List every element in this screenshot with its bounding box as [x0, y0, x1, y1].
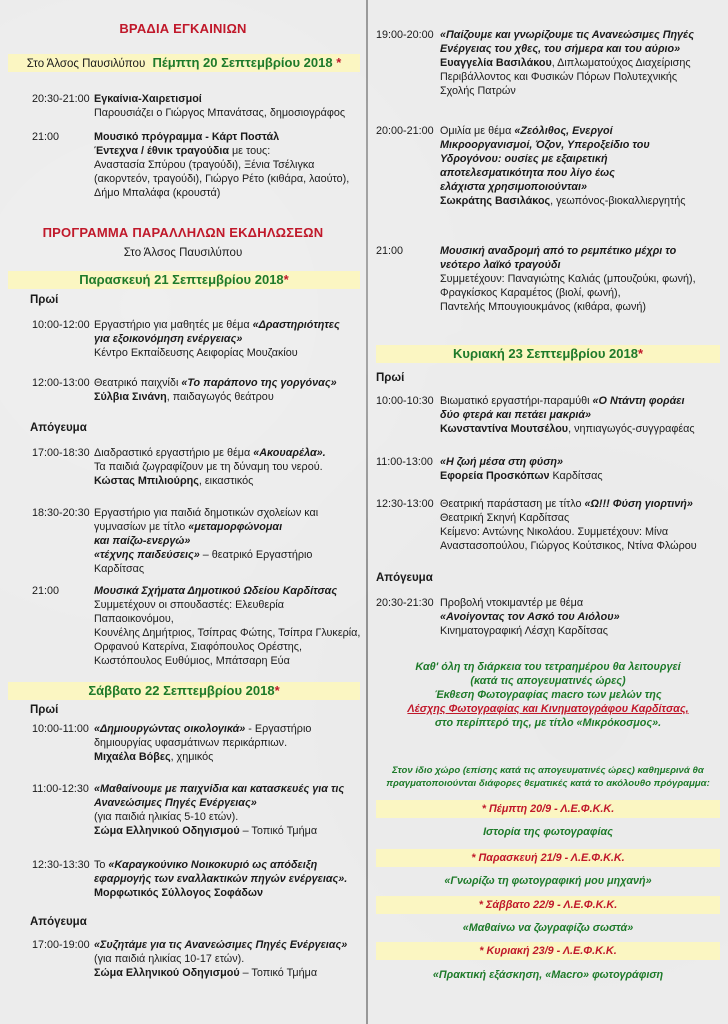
event-time: 21:00	[376, 245, 404, 257]
exhibition-line-3: Έκθεση Φωτογραφίας macro των μελών της	[434, 689, 662, 701]
event-with: με τους:	[228, 145, 271, 157]
event-time: 19:00-20:00	[376, 29, 434, 41]
event-organizer: – θεατρικό Εργαστήριο Καρδίτσας	[94, 549, 313, 575]
sunday-afternoon-label: Απόγευμα	[376, 572, 433, 584]
event-time: 10:00-11:00	[32, 723, 89, 735]
event-title: «Το παράπονο της γοργόνας»	[181, 377, 337, 389]
event-saturday-6	[440, 124, 724, 208]
sunday-date: Κυριακή 23 Σεπτεμβρίου 2018	[452, 346, 638, 361]
event-title: «Μαθαίνουμε με παιχνίδια και κατασκευές για τις	[94, 783, 345, 795]
event-cast-2: Αναστασοπούλου, Γιώργος Κούτσικος, Ντίνα Φλώρου	[440, 540, 697, 552]
event-title-2: για εξοικονόμηση ενέργειας»	[94, 333, 243, 345]
event-org-unit: – Τοπικό Τμήμα	[239, 825, 318, 837]
parallel-venue: Στο Άλσος Παυσιλύπου	[123, 247, 243, 259]
event-person: Μιχαέλα Βόβες	[94, 751, 171, 763]
event-friday-1	[94, 318, 362, 360]
opening-venue: Στο Άλσος Παυσιλύπου	[26, 58, 146, 70]
event-organizer: Θεατρική Σκηνή Καρδίτσας	[440, 512, 570, 524]
event-title-2: Ανανεώσιμες Πηγές Ενέργειας»	[94, 797, 257, 809]
event-saturday-3	[94, 858, 362, 900]
event-title-2: και παίζω-ενεργώ»	[94, 535, 191, 547]
event-person: Ευαγγελία Βασιλάκου	[440, 57, 552, 69]
event-time: 18:30-20:30	[32, 507, 90, 519]
schedule-topic: «Γνωρίζω τη φωτογραφική μου μηχανή»	[444, 875, 652, 887]
event-music-program	[94, 130, 360, 200]
event-saturday-5	[440, 28, 724, 98]
opening-star: *	[336, 55, 342, 70]
event-time: 17:00-18:30	[32, 447, 90, 459]
exhibition-note	[376, 660, 720, 730]
event-organizer: Σώμα Ελληνικού Οδηγισμού	[94, 967, 240, 979]
event-host: Παρουσιάζει ο Γιώργος Μπανάτσας, δημοσιογράφος	[94, 107, 346, 119]
event-friday-2	[94, 376, 362, 404]
schedule-topic: «Πρακτική εξάσκηση, «Macro» φωτογράφιση	[432, 969, 664, 981]
event-performers-4: Κωστόπουλος Ευθύμιος, Μπάτσαρη Εύα	[94, 655, 290, 667]
event-role: , χημικός	[170, 751, 214, 763]
event-title: «Ο Ντάντη φοράει	[592, 395, 685, 407]
event-title: «Καραγκούνικο Νοικοκυριό ως απόδειξη	[108, 859, 318, 871]
event-performers-2: (ακορντεόν, τραγούδι), Γιώργο Ρέτο (κιθάρα, λαούτο),	[94, 173, 350, 185]
event-person: Κωνσταντίνα Μουτσέλου	[440, 423, 569, 435]
event-title: «Δημιουργώντας οικολογικά»	[94, 723, 246, 735]
event-title: Μουσικό πρόγραμμα - Κάρτ Ποστάλ	[94, 131, 280, 143]
opening-title: ΒΡΑΔΙΑ ΕΓΚΑΙΝΙΩΝ	[119, 21, 247, 36]
exhibition-line-1: Καθ' όλη τη διάρκεια του τετραημέρου θα λειτουργεί	[415, 661, 681, 673]
event-title: «Ζεόλιθος, Ενεργοί	[514, 125, 613, 137]
schedule-day: * Κυριακή 23/9 - Λ.Ε.Φ.Κ.Κ.	[376, 942, 720, 960]
sunday-star: *	[637, 346, 643, 361]
sunday-morning-label: Πρωί	[376, 372, 405, 384]
event-time: 12:00-13:00	[32, 377, 90, 389]
event-role: , παιδαγωγός θεάτρου	[166, 391, 274, 403]
sunday-date-bar	[376, 345, 720, 363]
event-title-2: Ενέργειας του χθες, του σήμερα και του αύριο»	[440, 43, 681, 55]
event-title-2: Μικροοργανισμοί, Όζον, Υπεροξείδιο του	[440, 139, 650, 151]
event-organizer: Κέντρο Εκπαίδευσης Αειφορίας Μουζακίου	[94, 347, 298, 359]
event-text: Θεατρική παράσταση με τίτλο	[440, 498, 585, 510]
event-time: 11:00-12:30	[32, 783, 89, 795]
exhibition-schedule-note	[376, 764, 720, 790]
event-time: 12:30-13:30	[32, 859, 90, 871]
event-time: 11:00-13:00	[376, 456, 433, 468]
event-text-2: γυμνασίων με τίτλο	[94, 521, 189, 533]
event-desc: Τα παιδιά ζωγραφίζουν με τη δύναμη του νερού.	[94, 461, 323, 473]
event-time: 20:00-21:00	[376, 125, 434, 137]
event-cast-1: Κείμενο: Αντώνης Νικολάου. Συμμετέχουν: Μίνα	[440, 526, 669, 538]
saturday-afternoon-label: Απόγευμα	[30, 916, 87, 928]
event-opening-ceremony	[94, 92, 360, 120]
event-title-4: αποτελεσματικότητα που λίγο έως	[440, 167, 615, 179]
friday-date-bar	[8, 271, 360, 289]
event-genre: Έντεχνα / έθνικ τραγούδια	[94, 145, 229, 157]
event-time: 10:00-12:00	[32, 319, 90, 331]
event-text: Ομιλία με θέμα	[440, 125, 515, 137]
event-time: 20:30-21:30	[376, 597, 434, 609]
event-time: 21:00	[32, 131, 60, 143]
event-title: Εγκαίνια-Χαιρετισμοί	[94, 93, 202, 105]
event-age: (για παιδιά ηλικίας 10-17 ετών).	[94, 953, 245, 965]
event-saturday-7	[440, 244, 724, 314]
event-organizer: Κινηματογραφική Λέσχη Καρδίτσας	[440, 625, 609, 637]
event-sunday-4	[440, 596, 724, 638]
schedule-topic: «Μαθαίνω να ζωγραφίζω σωστά»	[462, 922, 634, 934]
event-friday-5	[94, 584, 362, 668]
saturday-morning-label: Πρωί	[30, 704, 59, 716]
friday-morning-label: Πρωί	[30, 294, 59, 306]
event-text: - Εργαστήριο	[245, 723, 312, 735]
event-organizer: Εφορεία Προσκόπων	[440, 470, 550, 482]
event-text: Διαδραστικό εργαστήριο με θέμα	[94, 447, 254, 459]
event-title: «Παίζουμε και γνωρίζουμε τις Ανανεώσιμες Πηγές	[440, 29, 694, 41]
event-title-5: ελάχιστα χρησιμοποιούνται»	[440, 181, 588, 193]
event-organizer: Σώμα Ελληνικού Οδηγισμού	[94, 825, 240, 837]
event-time: 10:00-10:30	[376, 395, 434, 407]
event-text: Εργαστήριο για παιδιά δημοτικών σχολείων και	[94, 507, 319, 519]
friday-afternoon-label: Απόγευμα	[30, 422, 87, 434]
event-performers-1: Αναστασία Σπύρου (τραγούδι), Ξένια Τσέλιγκα	[94, 159, 315, 171]
saturday-date: Σάββατο 22 Σεπτεμβρίου 2018	[88, 683, 275, 698]
event-title-3: Υδρογόνου: ουσίες με εξαιρετική	[440, 153, 608, 165]
event-performers-3: Παντελής Μπουγιουκμάνος (κιθάρα, φωνή)	[440, 301, 646, 313]
event-role: , νηπιαγωγός-συγγραφέας	[568, 423, 695, 435]
event-desc: δημιουργίας υφασμάτινων περικάρπιων.	[94, 737, 288, 749]
schedule-topic: Ιστορία της φωτογραφίας	[483, 826, 613, 838]
event-saturday-4	[94, 938, 362, 980]
event-time: 20:30-21:00	[32, 93, 90, 105]
schedule-note-1: Στον ίδιο χώρο (επίσης κατά τις απογευματινές ώρες) καθημερινά θα	[392, 765, 704, 776]
event-role: , γεωπόνος-βιοκαλλιεργητής	[550, 195, 686, 207]
event-person: Σωκράτης Βασιλάκος	[440, 195, 551, 207]
event-role-3: Σχολής Πατρών	[440, 85, 516, 97]
exhibition-line-2: (κατά τις απογευματινές ώρες)	[470, 675, 626, 687]
event-friday-3	[94, 446, 362, 488]
event-title: «μεταμορφώνομαι	[188, 521, 283, 533]
event-group: «τέχνης παιδεύσεις»	[94, 549, 200, 561]
event-title: «Ω!!! Φύση γιορτινή»	[584, 498, 693, 510]
event-role-2: Περιβάλλοντος και Φυσικών Πόρων Πολυτεχνικής	[440, 71, 678, 83]
schedule-day: * Παρασκευή 21/9 - Λ.Ε.Φ.Κ.Κ.	[376, 849, 720, 867]
event-org-unit: – Τοπικό Τμήμα	[239, 967, 318, 979]
event-title: Μουσικά Σχήματα Δημοτικού Ωδείου Καρδίτσας	[94, 585, 338, 597]
event-sunday-1	[440, 394, 724, 436]
event-title: «Ακουαρέλα».	[253, 447, 326, 459]
event-performers-3: Ορφανού Κατερίνα, Σιαφόπουλος Ορέστης,	[94, 641, 302, 653]
exhibition-club: Λέσχης Φωτογραφίας και Κινηματογράφου Καρδίτσας,	[407, 703, 689, 715]
event-sunday-2	[440, 455, 724, 483]
event-text: Το	[94, 859, 109, 871]
event-time: 21:00	[32, 585, 60, 597]
opening-date-bar	[8, 54, 360, 72]
event-person: Σύλβια Σινάνη	[94, 391, 167, 403]
event-performers-1: Συμμετέχουν: Παναγιώτης Καλιάς (μπουζούκι, φωνή),	[440, 273, 696, 285]
event-role: , εικαστικός	[198, 475, 254, 487]
schedule-note-2: πραγματοποιούνται διάφορες θεματικές κατά το ακόλουθο πρόγραμμα:	[386, 778, 710, 789]
event-title-2: νεότερο λαϊκό τραγούδι	[440, 259, 561, 271]
opening-date: Πέμπτη 20 Σεπτεμβρίου 2018	[152, 55, 333, 70]
saturday-date-bar	[8, 682, 360, 700]
event-role: , Διπλωματούχος Διαχείρισης	[551, 57, 691, 69]
friday-date: Παρασκευή 21 Σεπτεμβρίου 2018	[79, 272, 284, 287]
exhibition-line-5: στο περίπτερό της, με τίτλο «Μικρόκοσμος».	[434, 717, 662, 729]
parallel-title: ΠΡΟΓΡΑΜΜΑ ΠΑΡΑΛΛΗΛΩΝ ΕΚΔΗΛΩΣΕΩΝ	[42, 225, 324, 240]
saturday-star: *	[274, 683, 280, 698]
event-title: Μουσική αναδρομή από το ρεμπέτικο μέχρι το	[440, 245, 677, 257]
event-friday-4	[94, 506, 362, 576]
event-age: (για παιδιά ηλικίας 5-10 ετών).	[94, 811, 239, 823]
schedule-day: * Πέμπτη 20/9 - Λ.Ε.Φ.Κ.Κ.	[376, 800, 720, 818]
event-title: «Ανοίγοντας τον Ασκό του Αιόλου»	[440, 611, 620, 623]
event-text: Εργαστήριο για μαθητές με θέμα	[94, 319, 253, 331]
event-saturday-2	[94, 782, 362, 838]
event-title-2: εφαρμογής των εναλλακτικών πηγών ενέργειας».	[94, 873, 348, 885]
event-sunday-3	[440, 497, 724, 553]
event-performers-2: Φραγκίσκος Καραμέτος (βιολί, φωνή),	[440, 287, 621, 299]
friday-star: *	[283, 272, 289, 287]
event-title: «Δραστηριότητες	[252, 319, 340, 331]
event-performers-3: Δήμο Μπαλάφα (κρουστά)	[94, 187, 221, 199]
event-title: «Συζητάμε για τις Ανανεώσιμες Πηγές Ενέργειας»	[94, 939, 348, 951]
event-org-place: Καρδίτσας	[549, 470, 603, 482]
event-performers-1: Συμμετέχουν οι σπουδαστές: Ελευθερία Παπαοικονόμου,	[94, 599, 284, 625]
event-title-2: δύο φτερά και πετάει μακριά»	[440, 409, 592, 421]
event-text: Θεατρικό παιχνίδι	[94, 377, 182, 389]
event-saturday-1	[94, 722, 362, 764]
event-time: 12:30-13:00	[376, 498, 434, 510]
schedule-day: * Σάββατο 22/9 - Λ.Ε.Φ.Κ.Κ.	[376, 896, 720, 914]
event-time: 17:00-19:00	[32, 939, 90, 951]
event-text: Προβολή ντοκιμαντέρ με θέμα	[440, 597, 584, 609]
event-person: Κώστας Μπιλιούρης	[94, 475, 199, 487]
event-performers-2: Κουνέλης Δημήτριος, Τσίπρας Φώτης, Τσίπρα Γλυκερία,	[94, 627, 361, 639]
event-title: «Η ζωή μέσα στη φύση»	[440, 456, 564, 468]
event-text: Βιωματικό εργαστήρι-παραμύθι	[440, 395, 593, 407]
event-organizer: Μορφωτικός Σύλλογος Σοφάδων	[94, 887, 264, 899]
